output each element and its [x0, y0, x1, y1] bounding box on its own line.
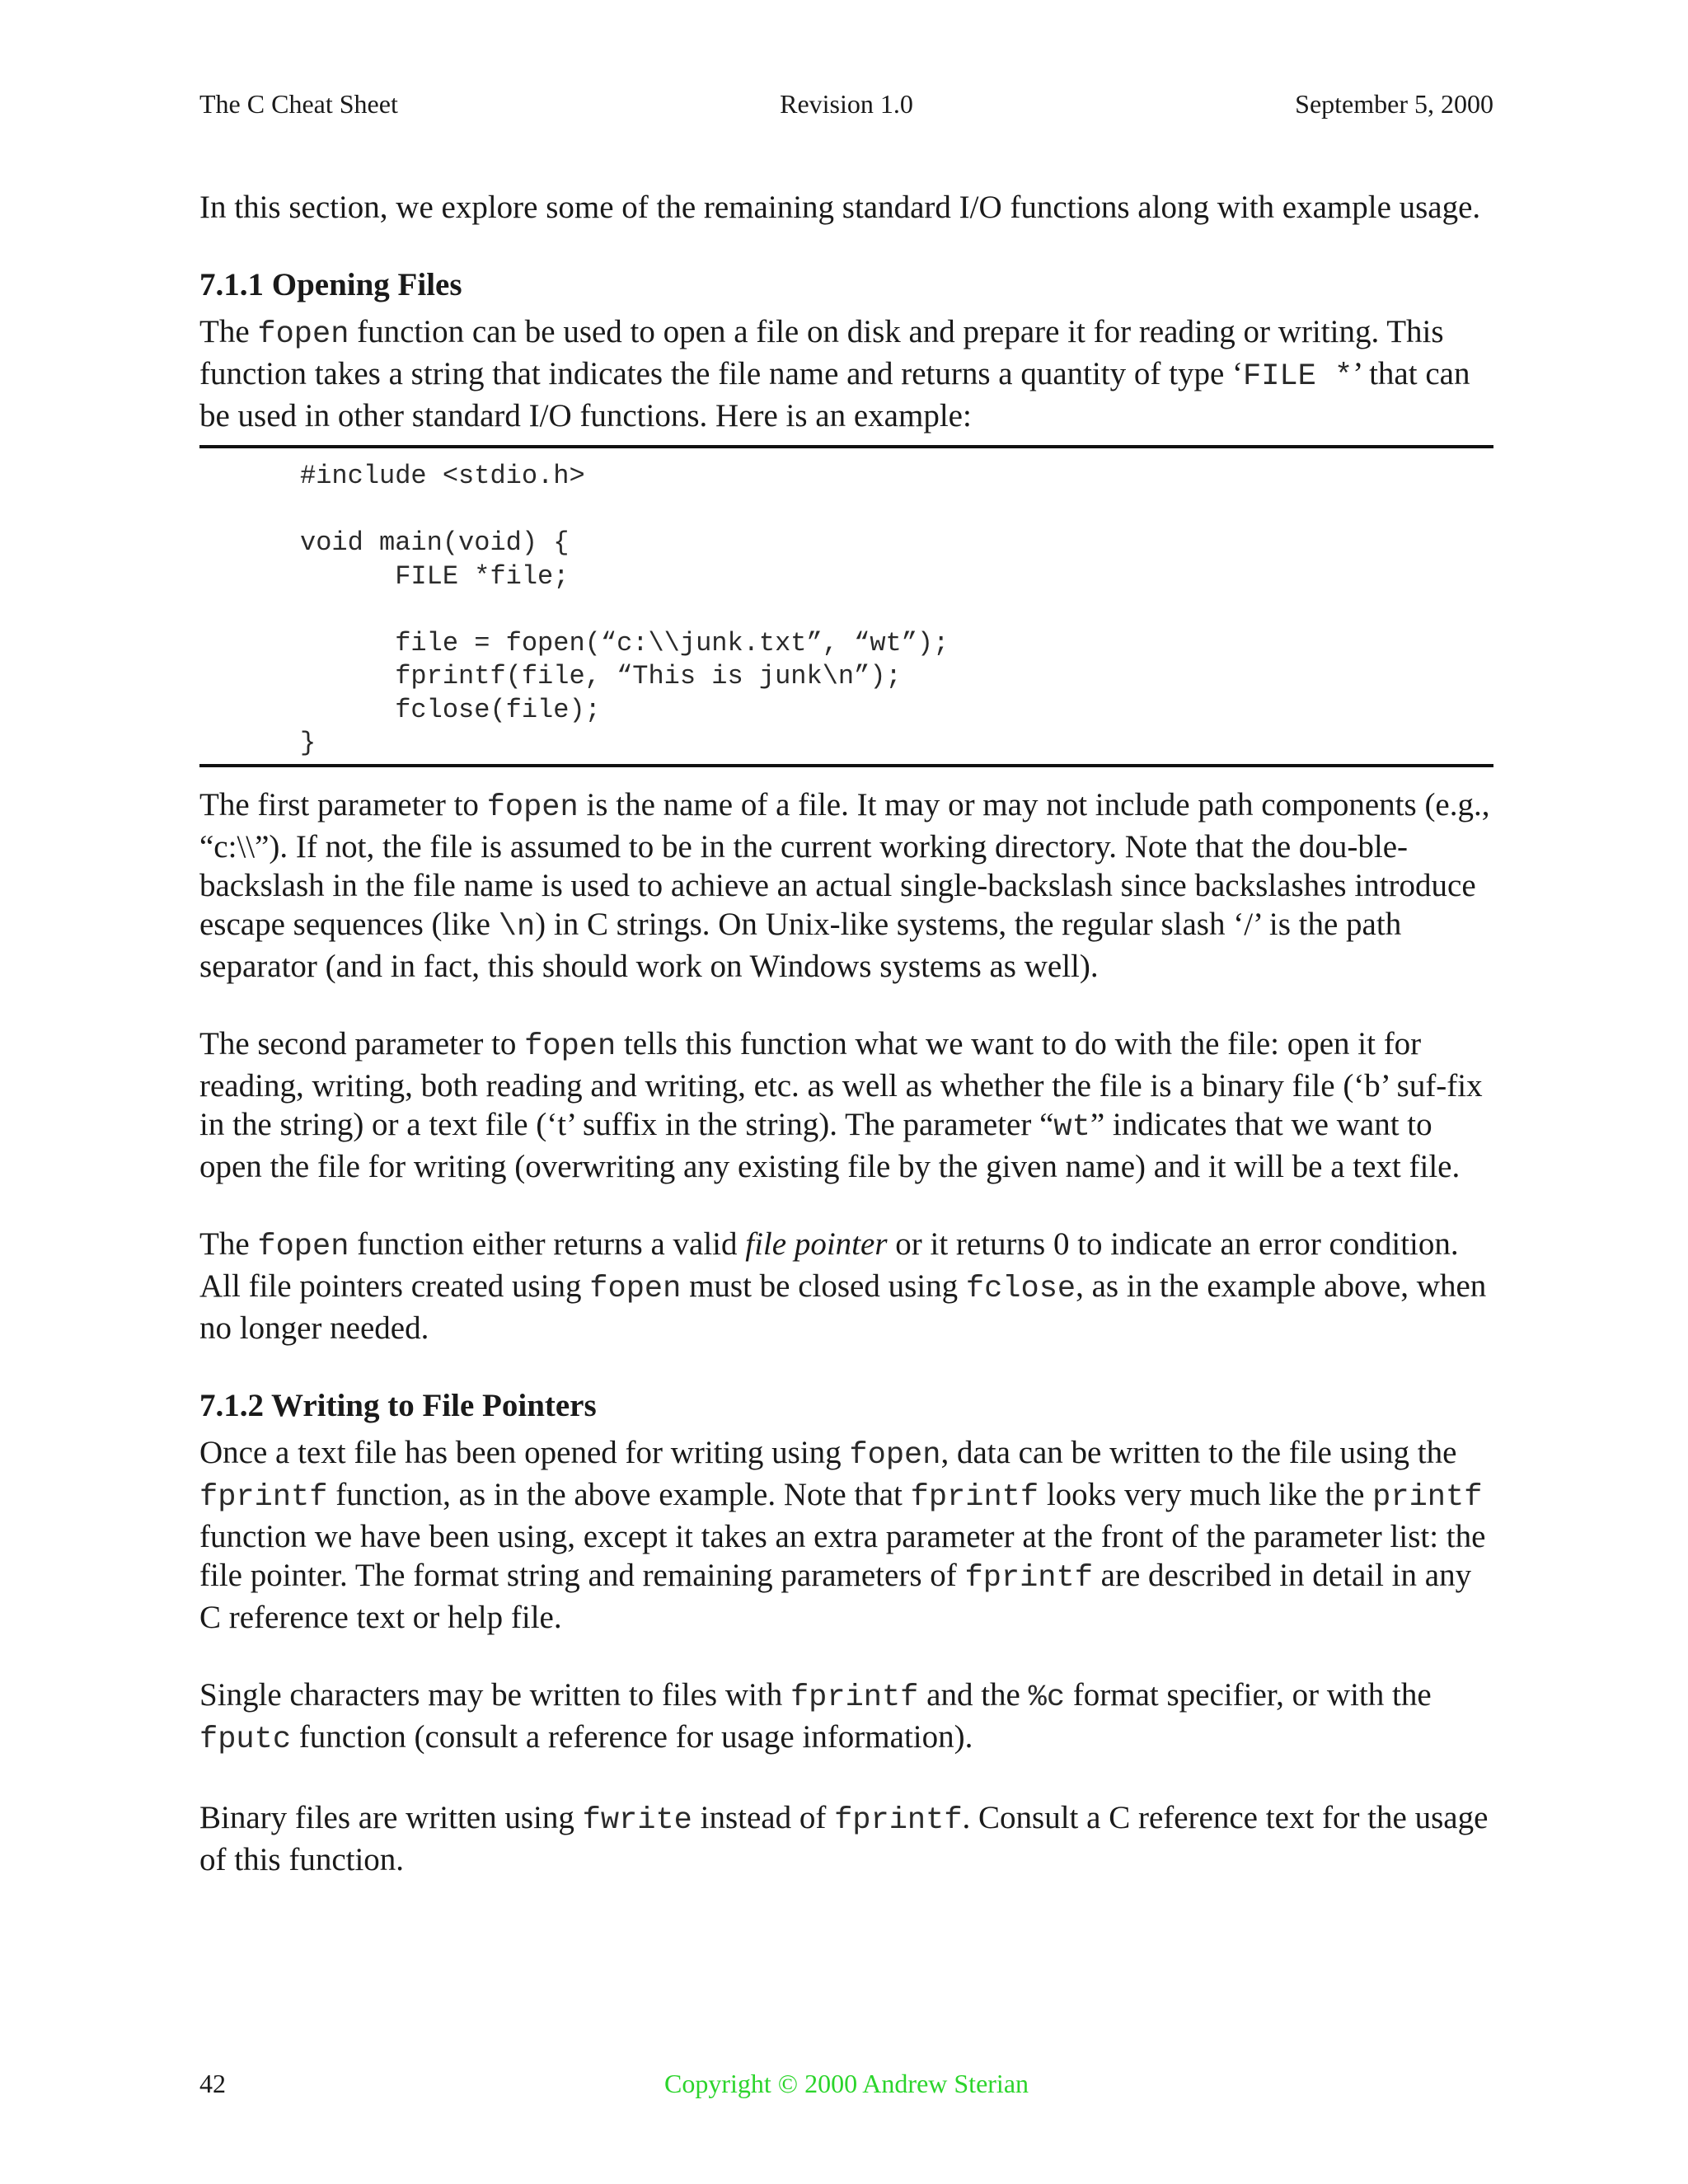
section-writing-file-pointers — [199, 1386, 1493, 1879]
text-run: ’ that can be used in other standard I/O functions. Here is an example: — [199, 356, 1470, 434]
text-run: ” indicates that we want to open the file for writing (overwriting any existing file by the given name) and it will be a text file. — [199, 1106, 1461, 1184]
inline-code: fprintf — [199, 1479, 328, 1515]
code-line — [300, 593, 1493, 627]
text-run: ) in C strings. On Unix-like systems, the regular slash ‘/’ is the path separator (and in fact, this should work on Windows systems as well). — [199, 906, 1402, 984]
inline-code: printf — [1372, 1479, 1483, 1515]
paragraph — [199, 1675, 1493, 1760]
text-run: . Consult a C reference text for the usage of this function. — [199, 1799, 1489, 1877]
code-line: fprintf(file, “This is junk\n”); — [300, 661, 902, 691]
inline-code: fprintf — [964, 1560, 1093, 1596]
text-run: function can be used to open a file on disk and prepare it for reading or writing. This function takes a string that indicates the file name and returns a quantity of type ‘ — [199, 314, 1444, 391]
paragraph — [199, 312, 1493, 435]
section-opening-files — [199, 265, 1493, 1347]
code-line: void main(void) { — [300, 527, 570, 558]
text-run: The — [199, 314, 258, 349]
inline-code: fopen — [524, 1029, 617, 1064]
text-run: Binary files are written using — [199, 1799, 583, 1835]
inline-code: %c — [1028, 1680, 1066, 1715]
section-heading: 7.1.1 Opening Files — [199, 267, 462, 302]
text-run: function either returns a valid — [349, 1226, 746, 1262]
inline-code: fopen — [849, 1437, 941, 1473]
code-example — [199, 445, 1493, 767]
page-body — [199, 188, 1493, 1918]
code-line — [300, 494, 1493, 527]
code-line: file = fopen(“c:\\junk.txt”, “wt”); — [300, 627, 950, 658]
text-run: must be closed using — [681, 1268, 966, 1304]
text-run: , as in the example above, when no longer needed. — [199, 1268, 1487, 1346]
code-line: FILE *file; — [300, 560, 570, 592]
inline-code: fprintf — [790, 1680, 919, 1715]
text-run: looks very much like the — [1039, 1476, 1373, 1512]
text-run: The second parameter to — [199, 1025, 525, 1062]
text-run: function we have been using, except it takes an extra parameter at the front of the parameter list: the file pointer. The format string and remaining parameters of — [199, 1518, 1486, 1593]
paragraph — [199, 1024, 1493, 1186]
inline-code: fopen — [257, 1229, 349, 1264]
inline-code: fwrite — [582, 1802, 692, 1838]
inline-code: fopen — [257, 317, 349, 352]
text-run: or it returns 0 to indicate an error condition. All file pointers created using — [199, 1226, 1459, 1304]
header-date: September 5, 2000 — [1295, 89, 1493, 119]
text-run: instead of — [692, 1799, 835, 1835]
header-title: The C Cheat Sheet — [199, 89, 398, 119]
emphasis-text: file pointer — [745, 1226, 888, 1262]
text-run: format specifier, or with the — [1065, 1676, 1432, 1713]
text-run: The first parameter to — [199, 786, 487, 823]
code-line: fclose(file); — [300, 694, 601, 725]
inline-code: fclose — [965, 1271, 1076, 1306]
inline-code: fprintf — [834, 1802, 963, 1838]
copyright-notice: Copyright © 2000 Andrew Sterian — [663, 2069, 1029, 2098]
paragraph — [199, 785, 1493, 986]
inline-code: fputc — [199, 1722, 292, 1757]
page-number: 42 — [199, 2069, 226, 2098]
text-run: , data can be written to the file using the — [940, 1434, 1457, 1470]
paragraph — [199, 1798, 1493, 1879]
inline-code: \n — [498, 909, 536, 944]
text-run: tells this function what we want to do with the file: open it for reading, writing, both reading and writing, etc. as well as whether the file is a binary file (‘b’ suf-fix in the string) or a text file (‘t’ suffix in the string). The parameter “ — [199, 1025, 1483, 1142]
inline-code: wt — [1053, 1109, 1090, 1145]
header-revision: Revision 1.0 — [780, 89, 913, 119]
text-run: Once a text file has been opened for writing using — [199, 1434, 850, 1470]
page-header — [199, 89, 1493, 129]
intro-paragraph: In this section, we explore some of the remaining standard I/O functions along with example usage. — [199, 190, 1481, 225]
section-heading: 7.1.2 Writing to File Pointers — [199, 1387, 597, 1423]
text-run: are described in detail in any C reference text or help file. — [199, 1557, 1472, 1635]
text-run: function (consult a reference for usage information). — [291, 1718, 973, 1755]
text-run: function, as in the above example. Note that — [327, 1476, 911, 1512]
text-run: is the name of a file. It may or may not include path components (e.g., “c:\\”). If not, the file is assumed to be in the current working directory. Note that the dou-ble-backslash in the file name is used to achieve an actual single-backslash since backslashes introduce escape sequences (like — [199, 786, 1490, 942]
code-line: } — [300, 728, 316, 758]
inline-code: fopen — [486, 790, 579, 825]
text-run: The — [199, 1226, 258, 1262]
text-run: and the — [918, 1676, 1029, 1713]
inline-code: FILE * — [1243, 359, 1353, 394]
text-run: Single characters may be written to files with — [199, 1676, 790, 1713]
page-footer — [199, 2069, 1493, 2102]
paragraph — [199, 1433, 1493, 1637]
paragraph — [199, 1225, 1493, 1347]
inline-code: fprintf — [910, 1479, 1039, 1515]
inline-code: fopen — [589, 1271, 682, 1306]
code-line: #include <stdio.h> — [300, 461, 585, 491]
